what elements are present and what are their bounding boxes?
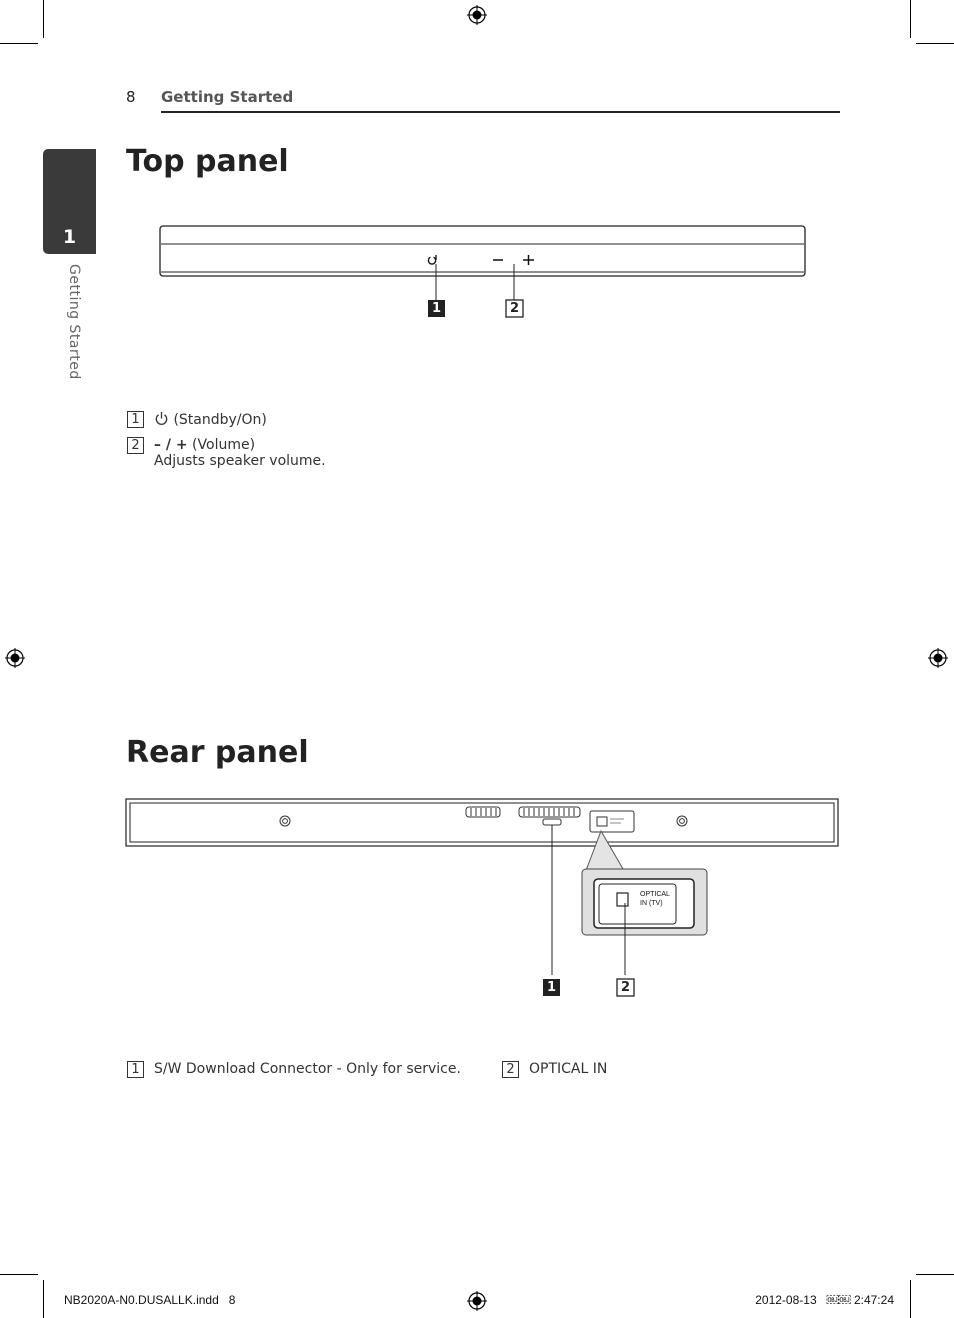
callout-label: 1: [431, 301, 442, 316]
chapter-label: Getting Started: [66, 264, 82, 380]
top-panel-diagram: [158, 222, 808, 322]
crop-mark: [43, 1280, 44, 1318]
volume-label: (Volume): [192, 437, 256, 453]
usb-connector-icon: [543, 819, 561, 825]
crop-mark: [910, 0, 911, 38]
item-number: 1: [127, 411, 144, 428]
volume-keys: – / +: [154, 437, 188, 453]
volume-detail: Adjusts speaker volume.: [154, 453, 326, 469]
footer-file-name: NB2020A-N0.DUSALLK.indd 8: [64, 1293, 236, 1307]
vent-icon: [519, 807, 580, 817]
registration-mark-icon: [928, 648, 948, 668]
item-text: OPTICAL IN: [529, 1061, 608, 1077]
page-number: 8: [126, 88, 136, 106]
optical-jack-label: OPTICAL IN (TV): [640, 891, 670, 907]
list-item: [502, 1061, 607, 1078]
list-item: [127, 411, 267, 428]
registration-mark-icon: [5, 648, 25, 668]
list-item: [127, 437, 326, 469]
header-rule: [161, 111, 840, 113]
rear-panel-title: Rear panel: [126, 735, 309, 770]
footer-timestamp: 2012-08-13 ￼￼ 2:47:24: [755, 1293, 894, 1307]
running-header: Getting Started: [161, 88, 294, 106]
item-text: S/W Download Connector - Only for service.: [154, 1061, 461, 1077]
crop-mark: [0, 43, 38, 44]
callout-label: 2: [620, 980, 631, 995]
crop-mark: [0, 1274, 38, 1275]
list-item: [127, 1061, 461, 1078]
callout-label: 1: [546, 980, 557, 995]
crop-mark: [916, 43, 954, 44]
callout-label: 2: [509, 301, 520, 316]
item-number: 2: [127, 437, 144, 454]
optical-port-icon: [617, 893, 628, 906]
chapter-number: 1: [62, 226, 77, 248]
standby-label: (Standby/On): [173, 412, 267, 428]
item-text: [154, 437, 326, 469]
crop-mark: [43, 0, 44, 38]
vent-icon: [466, 807, 500, 817]
crop-mark: [916, 1274, 954, 1275]
standby-icon: [154, 411, 169, 426]
item-text: [154, 411, 267, 428]
optical-port-small-icon: [590, 811, 634, 832]
registration-mark-icon: [467, 1291, 487, 1311]
top-panel-title: Top panel: [126, 144, 289, 179]
rear-panel-diagram: [124, 797, 842, 1001]
item-number: 1: [127, 1061, 144, 1078]
registration-mark-icon: [467, 5, 487, 25]
crop-mark: [910, 1280, 911, 1318]
item-number: 2: [502, 1061, 519, 1078]
